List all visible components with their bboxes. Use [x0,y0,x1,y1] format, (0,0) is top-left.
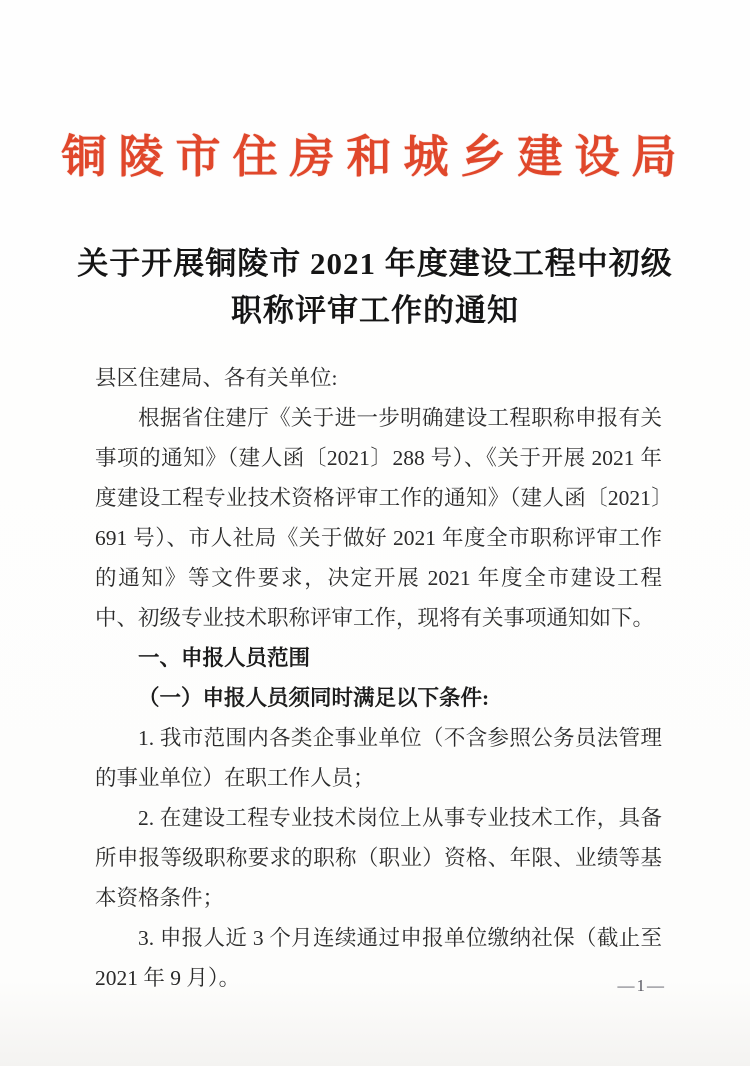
document-title [0,240,750,334]
document-title-line-1: 关于开展铜陵市 2021 年度建设工程中初级 [77,246,673,281]
condition-item-1: 1. 我市范围内各类企事业单位（不含参照公务员法管理的事业单位）在职工作人员； [95,726,662,790]
agency-header-title: 铜陵市住房和城乡建设局 [61,132,689,182]
section-subheading-1-1: （一）申报人员须同时满足以下条件: [138,686,490,710]
document-body [95,358,662,998]
page-number: —1— [617,976,666,995]
condition-item-2: 2. 在建设工程专业技术岗位上从事专业技术工作，具备所申报等级职称要求的职称（职业）资格、年限、业绩等基本资格条件； [95,806,662,910]
salutation-line: 县区住建局、各有关单位: [95,366,338,390]
document-title-line-2: 职称评审工作的通知 [231,293,519,328]
condition-item-3: 3. 申报人近 3 个月连续通过申报单位缴纳社保（截止至 2021 年 9 月）。 [95,926,662,990]
section-heading-1: 一、申报人员范围 [138,646,311,670]
intro-paragraph: 根据省住建厅《关于进一步明确建设工程职称申报有关事项的通知》（建人函〔2021〕288 号）、《关于开展 2021 年度建设工程专业技术资格评审工作的通知》（建人函〔2021〕691 号）、市人社局《关于做好 2021 年度全市职称评审工作的通知》等文件要求，决定开展 2021 年度全市建设工程中、初级专业技术职称评审工作，现将有关事项通知如下。 [95,406,662,630]
